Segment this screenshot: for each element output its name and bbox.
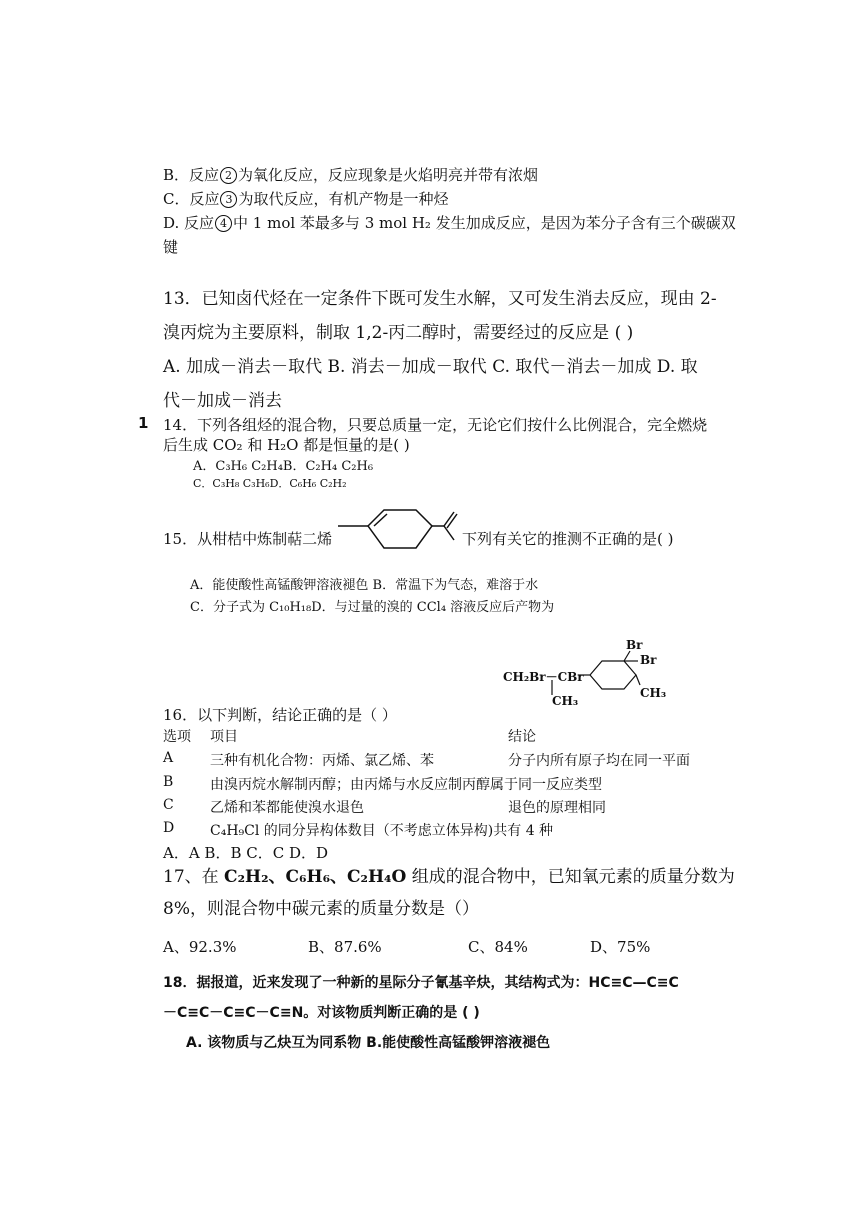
q16-options: A．A B．B C．C D．D <box>163 844 329 862</box>
q18-options: A. 该物质与乙炔互为同系物 B.能使酸性高锰酸钾溶液褪色 <box>186 1035 551 1051</box>
header-conclusion: 结论 <box>508 729 536 745</box>
q15-options-cd: C．分子式为 C₁₀H₁₈D．与过量的溴的 CCl₄ 溶液反应后产物为 <box>190 600 555 615</box>
q17-option-d: D、75% <box>590 938 651 956</box>
table-row: C 乙烯和苯都能使溴水退色 退色的原理相同 <box>163 797 606 816</box>
table-row: A 三种有机化合物：丙烯、氯乙烯、苯 分子内所有原子均在同一平面 <box>163 750 690 769</box>
table-row: D C₄H₉Cl 的同分异构体数目（不考虑立体异构)共有 4 种 <box>163 820 554 839</box>
q17-option-b: B、87.6% <box>308 938 382 956</box>
margin-number: 1 <box>138 414 149 432</box>
q17-option-c: C、84% <box>468 938 528 956</box>
q15-stem-suffix: 下列有关它的推测不正确的是( ) <box>462 530 674 548</box>
q13-options-cont: 代－加成－消去 <box>163 391 282 411</box>
q16-table-header <box>163 726 763 746</box>
table-row: B 由溴丙烷水解制丙醇；由丙烯与水反应制丙醇属于同一反应类型 <box>163 774 602 793</box>
q18-stem-line2: －C≡C－C≡C－C≡N。对该物质判断正确的是 ( ) <box>163 1005 480 1021</box>
q12-option-d-cont: 键 <box>163 238 179 256</box>
q12-option-d: D. 反应 4 中 1 mol 苯最多与 3 mol H₂ 发生加成反应，是因为苯分子含有三个碳碳双 <box>163 214 736 232</box>
q14-stem-line1: 14．下列各组烃的混合物，只要总质量一定，无论它们按什么比例混合，完全燃烧 <box>163 416 708 434</box>
q18-stem-line1: 18．据报道，近来发现了一种新的星际分子氰基辛炔，其结构式为：HC≡C—C≡C <box>163 975 679 991</box>
q16-stem: 16．以下判断，结论正确的是（ ） <box>163 706 397 724</box>
product-bottom-ch3: CH₃ <box>552 694 579 708</box>
header-option: 选项 <box>163 729 191 745</box>
circled-number-4: 4 <box>215 215 232 232</box>
q15-stem-prefix: 15．从柑桔中炼制萜二烯 <box>163 530 333 548</box>
q17-stem-line2: 8%，则混合物中碳元素的质量分数是（） <box>163 899 479 919</box>
product-br-right: Br <box>640 653 657 667</box>
q14-stem-line2: 后生成 CO₂ 和 H₂O 都是恒量的是( ) <box>163 436 410 454</box>
header-item: 项目 <box>210 729 238 745</box>
product-left-group: CH₂Br－CBr <box>503 670 584 684</box>
q17-stem-line1: 17、在 C₂H₂、C₆H₆、C₂H₄O 组成的混合物中，已知氧元素的质量分数为 <box>163 867 735 887</box>
circled-number-2: 2 <box>220 167 237 184</box>
q13-stem-line1: 13．已知卤代烃在一定条件下既可发生水解，又可发生消去反应，现由 2- <box>163 289 717 309</box>
q14-options-ab: A．C₃H₆ C₂H₄B．C₂H₄ C₂H₆ <box>193 459 374 474</box>
product-ch3-right: CH₃ <box>640 686 667 700</box>
q13-options: A. 加成－消去－取代 B. 消去－加成－取代 C. 取代－消去－加成 D. 取 <box>163 357 698 377</box>
q15-options-ab: A．能使酸性高锰酸钾溶液褪色 B．常温下为气态，难溶于水 <box>190 578 539 593</box>
terpinene-structure <box>338 504 458 564</box>
q12-option-b: B．反应 2 为氧化反应，反应现象是火焰明亮并带有浓烟 <box>163 166 539 184</box>
product-br-top: Br <box>626 638 643 652</box>
q14-options-cd: C．C₃H₈ C₃H₆D．C₆H₆ C₂H₂ <box>193 477 347 490</box>
product-structure-bonds <box>540 645 640 705</box>
q13-stem-line2: 溴丙烷为主要原料，制取 1,2-丙二醇时，需要经过的反应是 ( ) <box>163 323 634 343</box>
q12-option-c: C．反应 3 为取代反应，有机产物是一种烃 <box>163 190 449 208</box>
q17-option-a: A、92.3% <box>163 938 237 956</box>
circled-number-3: 3 <box>220 191 237 208</box>
